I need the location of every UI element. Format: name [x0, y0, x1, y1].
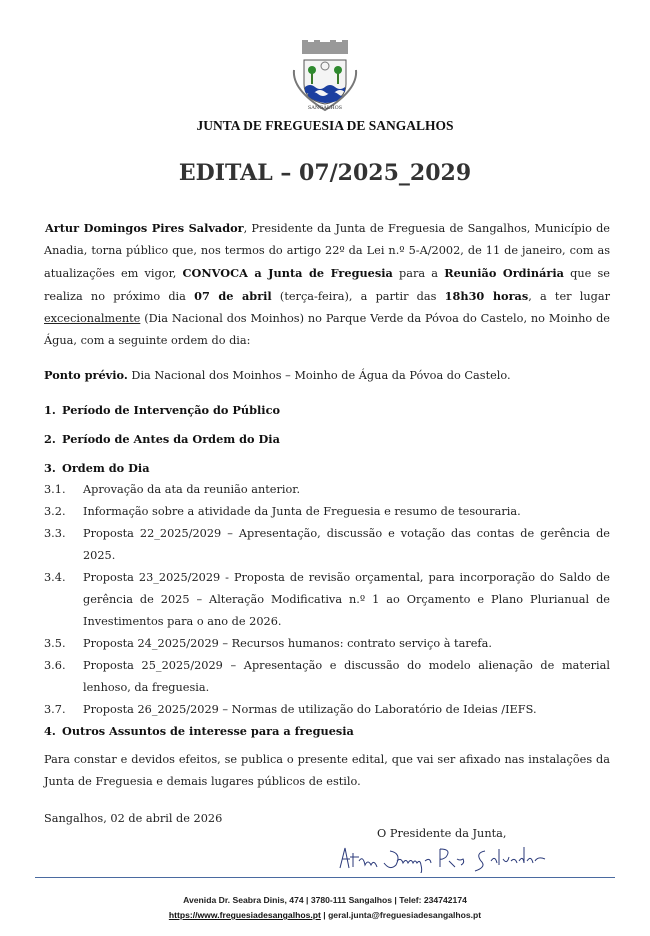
handwritten-signature	[335, 843, 555, 873]
ponto-previo: Ponto prévio. Dia Nacional dos Moinhos – Moinho de Água da Póvoa do Castelo.	[44, 368, 511, 382]
agenda-subitem: 3.1. Aprovação da ata da reunião anterior.	[44, 483, 301, 496]
organization-name: JUNTA DE FREGUESIA DE SANGALHOS	[196, 118, 454, 133]
date-location: Sangalhos, 02 de abril de 2026	[44, 812, 223, 825]
footer-contacts: https://www.freguesiadesangalhos.pt | geral.junta@freguesiadesangalhos.pt	[168, 910, 482, 920]
agenda-subitem: 3.3. Proposta 22_2025/2029 – Apresentação, discussão e votação das contas de gerência de 2025.	[44, 527, 610, 562]
agenda-subitem: 3.2. Informação sobre a atividade da Junta de Freguesia e resumo de tesouraria.	[44, 505, 521, 518]
document-title: EDITAL – 07/2025_2029	[178, 160, 472, 186]
agenda-subitem: 3.4. Proposta 23_2025/2029 - Proposta de revisão orçamental, para incorporação do Saldo de gerência de 2025 – Alteração Modificativa n.º 1 ao Orçamento e Plano Plurianual de Investimentos para o ano de 2026.	[44, 571, 610, 628]
footer-divider	[35, 877, 615, 878]
agenda-subitem: 3.6. Proposta 25_2025/2029 – Apresentação e discussão do modelo alienação de material lenhoso, da freguesia.	[44, 659, 610, 694]
agenda-item: 2. Período de Antes da Ordem do Dia	[44, 432, 280, 446]
agenda-item: 3. Ordem do Dia	[44, 461, 150, 475]
agenda-subitem: 3.7. Proposta 26_2025/2029 – Normas de utilização do Laboratório de Ideias /IEFS.	[44, 703, 537, 716]
footer-address: Avenida Dr. Seabra Dinis, 474 | 3780-111 Sangalhos | Telef: 234742174	[183, 895, 467, 905]
website-link[interactable]: https://www.freguesiadesangalhos.pt	[168, 910, 321, 920]
signatory-title: O Presidente da Junta,	[377, 827, 507, 840]
agenda-subitem: 3.5. Proposta 24_2025/2029 – Recursos humanos: contrato serviço à tarefa.	[44, 637, 492, 650]
agenda-item: 1. Período de Intervenção do Público	[44, 403, 280, 417]
intro-paragraph: Artur Domingos Pires Salvador, Presidente da Junta de Freguesia de Sangalhos, Município de Anadia, torna público que, nos termos do artigo 22º da Lei n.º 5-A/2002, de 11 de janeiro, com as atualizações em vigor, CONVOCA a Junta de Freguesia para a Reunião Ordinária que se realiza no próximo dia 07 de abril (terça-feira), a partir das 18h30 horas, a ter lugar excecionalmente (Dia Nacional dos Moinhos) no Parque Verde da Póvoa do Castelo, no Moinho de Água, com a seguinte ordem do dia:	[44, 221, 611, 347]
closing-paragraph: Para constar e devidos efeitos, se publica o presente edital, que vai ser afixado nas instalações da Junta de Freguesia e demais lugares públicos de estilo.	[44, 753, 610, 788]
svg-text:SANGALHOS: SANGALHOS	[307, 105, 343, 111]
agenda-item: 4. Outros Assuntos de interesse para a freguesia	[44, 724, 354, 738]
coat-of-arms-logo	[290, 40, 360, 112]
email-address[interactable]: geral.junta@freguesiadesangalhos.pt	[328, 910, 482, 920]
